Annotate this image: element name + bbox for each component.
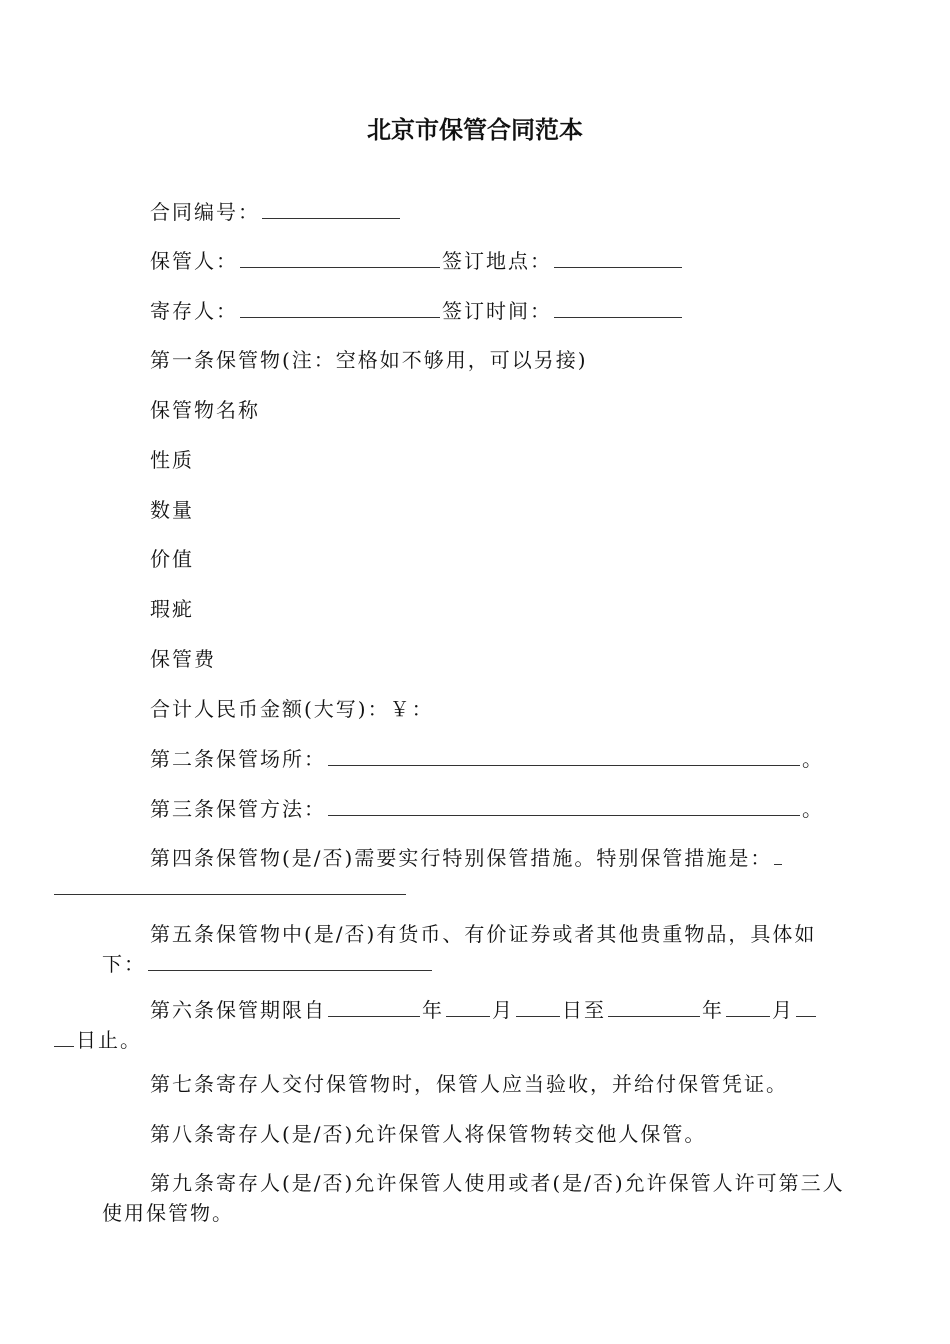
article6-start-year-blank bbox=[328, 998, 420, 1017]
article6-month2: 月 bbox=[772, 998, 794, 1022]
article6-month: 月 bbox=[492, 998, 514, 1022]
article8-paragraph: 第八条寄存人(是/否)允许保管人将保管物转交他人保管。 bbox=[150, 1122, 707, 1146]
article4-blank-b bbox=[54, 876, 406, 895]
article3-blank bbox=[328, 797, 800, 816]
article6-end-day-blank-a bbox=[796, 998, 816, 1017]
article5-blank bbox=[148, 952, 432, 971]
article6-end-year-blank bbox=[608, 998, 700, 1017]
article6-year2: 年 bbox=[702, 998, 724, 1022]
contract-number-label: 合同编号： bbox=[150, 200, 260, 224]
article1-item-value: 价值 bbox=[150, 547, 194, 571]
depositor-label: 寄存人： bbox=[150, 299, 238, 323]
article4-blank-a bbox=[774, 846, 782, 865]
article1-heading: 第一条保管物(注：空格如不够用，可以另接) bbox=[150, 348, 588, 372]
article5-text: 第五条保管物中(是/否)有货币、有价证券或者其他贵重物品，具体如下： bbox=[102, 922, 817, 976]
article6-prefix: 第六条保管期限自 bbox=[150, 998, 326, 1022]
sign-place-label: 签订地点： bbox=[442, 249, 552, 273]
article6-start-day-blank bbox=[516, 998, 560, 1017]
article6-paragraph bbox=[76, 995, 852, 1055]
article1-item-name: 保管物名称 bbox=[150, 398, 260, 422]
document-title: 北京市保管合同范本 bbox=[367, 116, 583, 144]
sign-place-blank bbox=[554, 249, 682, 268]
sign-time-blank bbox=[554, 299, 682, 318]
article4-paragraph bbox=[102, 843, 852, 903]
contract-number-line bbox=[150, 198, 402, 226]
article6-year: 年 bbox=[422, 998, 444, 1022]
article6-end-month-blank bbox=[726, 998, 770, 1017]
article6-end-day-blank-b bbox=[54, 1028, 74, 1047]
article5-paragraph bbox=[102, 919, 852, 979]
depositor-blank bbox=[240, 299, 440, 318]
article2-line bbox=[150, 745, 824, 773]
article1-item-fee: 保管费 bbox=[150, 647, 216, 671]
article6-day-to: 日至 bbox=[562, 998, 606, 1022]
article1-item-quantity: 数量 bbox=[150, 498, 194, 522]
sign-time-label: 签订时间： bbox=[442, 299, 552, 323]
article2-end: 。 bbox=[802, 747, 824, 771]
article1-item-nature: 性质 bbox=[150, 448, 194, 472]
article2-label: 第二条保管场所： bbox=[150, 747, 326, 771]
custodian-label: 保管人： bbox=[150, 249, 238, 273]
article6-start-month-blank bbox=[446, 998, 490, 1017]
article4-text: 第四条保管物(是/否)需要实行特别保管措施。特别保管措施是： bbox=[150, 846, 773, 870]
article2-blank bbox=[328, 747, 800, 766]
depositor-line bbox=[150, 297, 684, 325]
custodian-blank bbox=[240, 249, 440, 268]
article7-paragraph: 第七条寄存人交付保管物时，保管人应当验收，并给付保管凭证。 bbox=[150, 1072, 788, 1096]
article3-label: 第三条保管方法： bbox=[150, 797, 326, 821]
article1-item-defect: 瑕疵 bbox=[150, 597, 194, 621]
contract-number-blank bbox=[262, 200, 400, 219]
article1-total: 合计人民币金额(大写)：￥： bbox=[150, 697, 434, 721]
article3-line bbox=[150, 795, 824, 823]
article9-paragraph: 第九条寄存人(是/否)允许保管人使用或者(是/否)允许保管人许可第三人使用保管物。 bbox=[102, 1171, 845, 1225]
article3-end: 。 bbox=[802, 797, 824, 821]
article6-end: 日止。 bbox=[76, 1028, 142, 1052]
custodian-line bbox=[150, 247, 684, 275]
